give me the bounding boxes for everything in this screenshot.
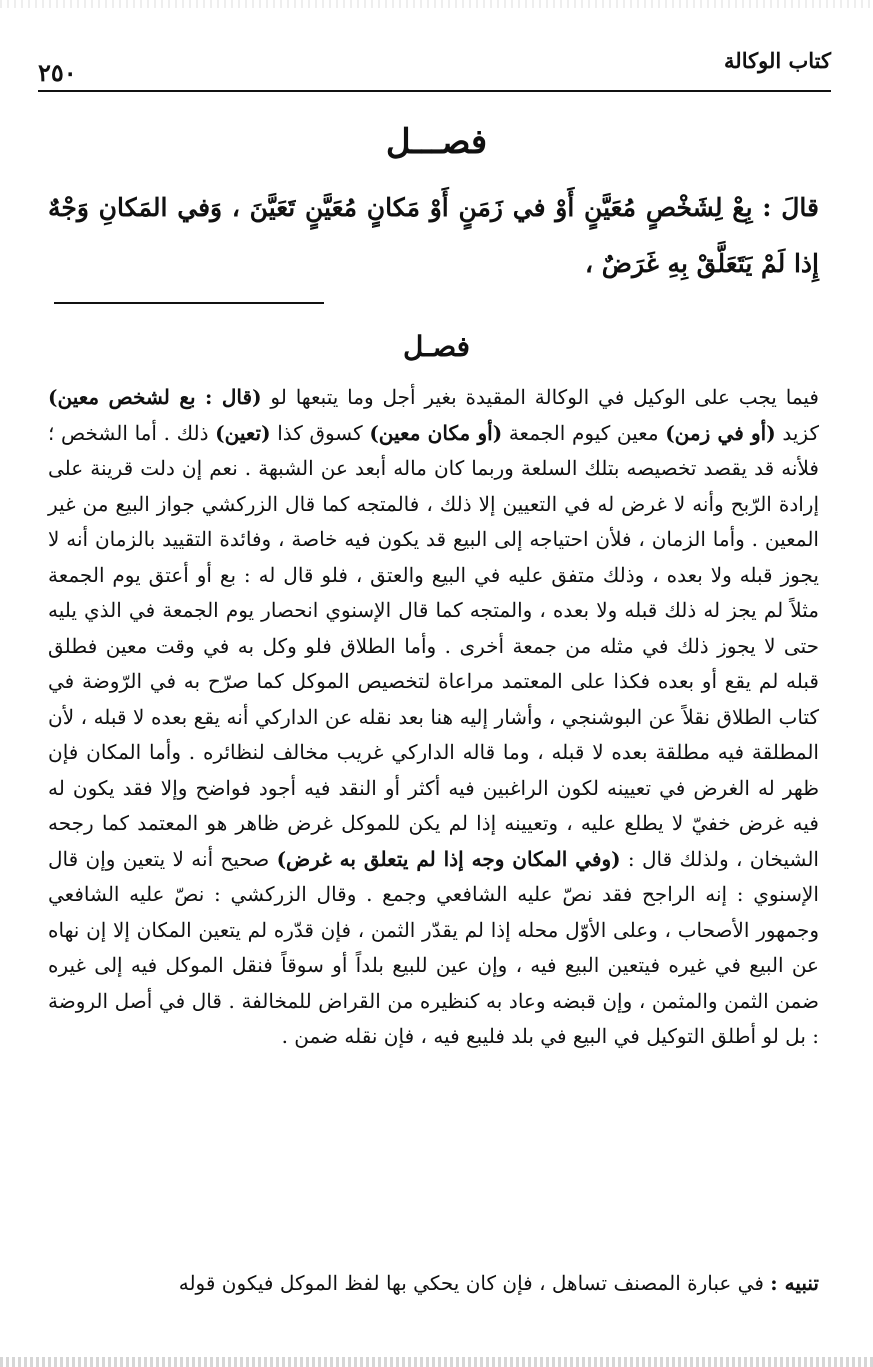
matn-quote: (تعين) bbox=[215, 420, 271, 445]
scan-edge-bottom bbox=[0, 1357, 873, 1367]
book-title: كتاب الوكالة bbox=[724, 48, 831, 73]
sharh-text: كزيد bbox=[775, 420, 819, 445]
section-heading-sharh: فصـل bbox=[402, 330, 471, 363]
sharh-paragraph bbox=[48, 380, 819, 1055]
note-paragraph bbox=[48, 1266, 819, 1301]
sharh-text: معين كيوم الجمعة bbox=[502, 420, 666, 445]
header-rule bbox=[38, 90, 831, 92]
running-head bbox=[38, 44, 831, 94]
note-label: تنبيه : bbox=[770, 1271, 819, 1295]
section-separator bbox=[54, 302, 324, 304]
page-number: ٢٥٠ bbox=[38, 58, 77, 87]
sharh-text: ذلك . أما الشخص ؛ فلأنه قد يقصد تخصيصه بتلك السلعة وربما كان ماله أبعد عن الشبهة . نعم إن دلت قرينة على إرادة الرّبح وأنه لا غرض له في التعيين إلا ذلك ، فالمتجه كما قال الزركشي جواز البيع من غير المعين . وأما الزمان ، فلأن احتياجه إلى البيع قد يكون فيه خاصة ، وفائدة التقييد بالزمان أنه لا يجوز قبله ولا بعده ، وذلك متفق عليه في البيع والعتق ، فلو قال له : بع أو أعتق يوم الجمعة مثلاً لم يجز له ذلك قبله ولا بعده ، والمتجه كما قال الإسنوي انحصار يوم الجمعة في الذي يليه حتى لا يجوز ذلك في مثله من جمعة أخرى . وأما الطلاق فلو وكل به في وقت معين فطلق قبله لم يقع أو بعده فكذا على المعتمد مراعاة لتخصيص الموكل كما صرّح به في الرّوضة في كتاب الطلاق نقلاً عن البوشنجي ، وأشار إليه هنا بعد نقله عن الداركي أنه يقع بعده لا قبله ، لأن المطلقة فيه مطلقة بعده لا قبله ، وما قاله الداركي غريب مخالف لنظائره . وأما المكان فإن ظهر له الغرض في تعيينه لكون الراغبين فيه أكثر أو النقد فيه أجود فواضح وإلا فقد يكون له فيه غرض خفيّ لا يطلع عليه ، وتعيينه إذا لم يكن للموكل غرض ظاهر هو المعتمد كما رجحه الشيخان ، ولذلك قال : bbox=[48, 420, 819, 871]
matn-text: قالَ : بِعْ لِشَخْصٍ مُعَيَّنٍ أَوْ في زَمَنٍ أَوْ مَكانٍ مُعَيَّنٍ تَعَيَّنَ ، وَفي المَكانِ وَجْهٌ إِذا لَمْ يَتَعَلَّقْ بِهِ غَرَضٌ ، bbox=[48, 193, 819, 278]
matn-quote: (وفي المكان وجه إذا لم يتعلق به غرض) bbox=[276, 846, 621, 871]
matn-quote: (أو مكان معين) bbox=[369, 420, 503, 445]
section-heading-matn: فصـــل bbox=[385, 122, 488, 162]
scan-edge-top bbox=[0, 0, 873, 8]
sharh-text: فيما يجب على الوكيل في الوكالة المقيدة بغير أجل وما يتبعها لو bbox=[261, 385, 819, 409]
matn-quote: (أو في زمن) bbox=[665, 420, 776, 445]
matn-quote: (قال : بع لشخص معين) bbox=[48, 385, 262, 409]
sharh-text: صحيح أنه لا يتعين وإن قال الإسنوي : إنه الراجح فقد نصّ عليه الشافعي وجمع . وقال الزركشي : نصّ عليه الشافعي وجمهور الأصحاب ، وعلى الأوّل محله إذا لم يقدّر الثمن ، فإن قدّره لم يتعين المكان إلا إن نهاه عن البيع في غيره فيتعين البيع فيه ، وإن عين للبيع بلداً أو سوقاً فنقل الموكل فيه إلى غيره ضمن الثمن والمثمن ، وإن قبضه وعاد به كنظيره من القراض للمخالفة . قال في أصل الروضة : بل لو أطلق التوكيل في البيع في بلد فليبع فيه ، فإن نقله ضمن . bbox=[48, 846, 819, 1048]
note-text: في عبارة المصنف تساهل ، فإن كان يحكي بها لفظ الموكل فيكون قوله bbox=[178, 1271, 771, 1295]
sharh-text: كسوق كذا bbox=[270, 420, 370, 445]
